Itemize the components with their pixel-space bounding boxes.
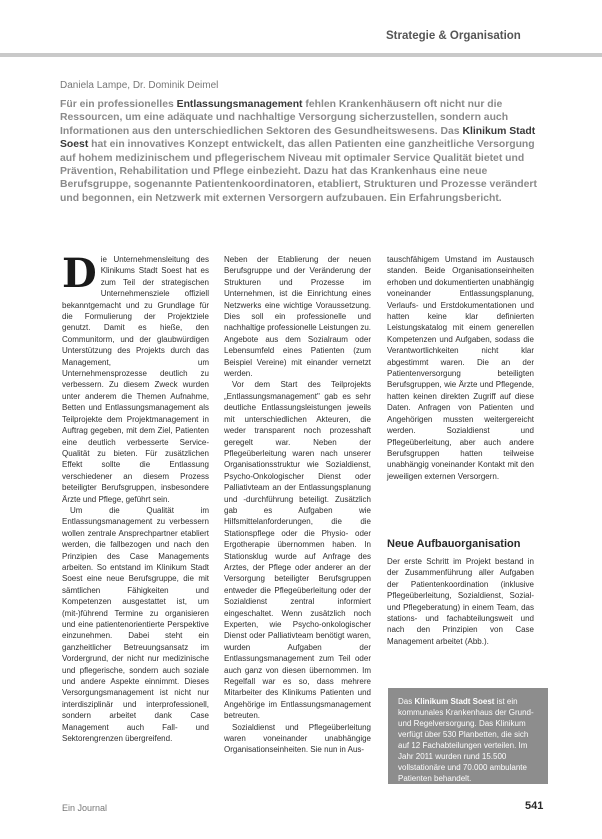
lead-paragraph (60, 98, 540, 205)
body-column-1 (62, 250, 209, 794)
section-title: Strategie & Organisation (386, 30, 521, 42)
drop-cap: D (62, 250, 97, 297)
lead-highlight-1: Entlassungsmanagement (176, 99, 303, 110)
body-column-3-continued (387, 556, 534, 671)
body-paragraph: Um die Qualität im Entlassungsmanagement zu verbessern wollen zentrale Ansprechpartner etabliert werden, die fallbezogen und nach den Prinzipien des Case Managements arbeiten. So entstand im Klinikum Stadt Soest eine neue Berufsgruppe, die mit sämtlichen Fähigkeiten und Kompetenzen ausgestattet ist, um (mit-)führend Termine zu organisieren und eine patientenorientierte Perspektive einzunehmen. Dabei steht ein ganzheitlicher Betreuungsansatz im Vordergrund, der nicht nur medizinische und pflegerische, sondern auch soziale und andere Aspekte einnimmt. Dieses Versorgungsmanagement ist nicht nur interdisziplinär und interprofessionell, sondern arbeitet dank Case Management auch Fall- und Sektorengrenzen übergreifend. (62, 505, 209, 744)
body-paragraph: Der erste Schritt im Projekt bestand in der Zusammenführung aller Aufgaben der Patientenkoordination (inklusive Pflegeüberleitung, Sozialdienst, Sozial- und Pflegeberatung) in einem Team, das stations- und fachabteilungsweit und nach den Prinzipien von Case Management arbeitet (Abb.). (387, 557, 534, 646)
paragraph-text: ie Unternehmensleitung des Klinikums Stadt Soest hat es zum Teil der strategischen Unternehmensziele offiziell bekanntgemacht und zu Grundlage für die Formulierung der Projektziele genutzt. Damit es hieße, den Communitorm, und der glaubwürdigen Unterstützung des Projekts durch das Management, um Unternehmensprozesse deutlich zu verbessern. Zu diesem Zweck wurden unter anderem die Themen Aufnahme, Betten und Entlassungsmanagement als Teilprojekte dem Projektmanagement in Auftrag gegeben, mit dem Ziel, Patienten eine deutlich verbesserte Service-Qualität zu bieten. Für zusätzlichen Effekt sollte die Entlassung verschiedener an diesem Prozess beteiligter Berufsgruppen, insbesondere Ärzte und Pflege, geführt sein. (62, 255, 209, 504)
body-paragraph: Sozialdienst und Pflegeüberleitung waren voneinander unabhängige Organisationseinheiten. Sie nun in Aus- (224, 722, 371, 755)
body-paragraph: Vor dem Start des Teilprojekts „Entlassungsmanagement" gab es sehr deutliche Entlassungsleistungen jeweils mit unterschiedlichen Akteuren, die weder transparent noch prozesshaft geregelt war. Neben der Pflegeüberleitung waren nach unserer Organisationsstruktur wie Sozialdienst, Psycho-Onkologischer Dienst oder Palliativteam an der Entlassungsplanung und -durchführung beteiligt. Zusätzlich gab es Aufgaben wie Hilfsmittelanforderungen, die die Stationspflege oder die Physio- oder Ergotherapie übernommen haben. In Stationsklug wurde auf Anfrage des Arztes, der Pflege oder anderer an der Versorgung beteiligter Berufsgruppen entweder die Pflegeüberleitung oder der Sozialdienst zentral informiert eingeschaltet. Wenn zusätzlich noch Experten, wie Psycho-onkologischer Dienst oder Palliativteam benötigt waren, wurden Aufgaben der Entlassungsmanagement zum Teil oder auch ganz von diesen übernommen. Im Regelfall war es so, dass mehrere Mitarbeiter des Klinikums Patienten und Angehörige im Entlassungsmanagement betreuten. (224, 380, 371, 721)
lead-highlight-2: Klinikum Stadt Soest (60, 125, 536, 151)
info-text-2: ist ein kommunales Krankenhaus der Grund- und Regelversorgung. Das Klinikum verfügt über 530 Planbetten, die sich auf 12 Fachabteilungen verteilen. Im Jahr 2011 wurden rund 15.500 vollstationäre und 70.000 ambulante Patienten behandelt. (398, 697, 534, 783)
lead-text-2: fehlen Krankenhäusern oft nicht nur die Ressourcen, um eine adäquate und nachhaltige Versorgung sicherzustellen, sondern auch Informationen aus den unterschiedlichen Sektoren des Gesundheitswesens. Das (60, 99, 509, 137)
journal-name: Ein Journal (62, 803, 108, 813)
authors: Daniela Lampe, Dr. Dominik Deimel (60, 80, 219, 91)
body-paragraph: Neben der Etablierung der neuen Berufsgruppe und der Veränderung der Strukturen und Prozesse im Unternehmen, ist die Einrichtung eines Netzwerks eine wichtige Voraussetzung. Dies soll ein professionelle und nachhaltige professionelle Leistungen zu. Angebote aus dem Sozialraum oder Lebensumfeld eines Patienten (zum Beispiel Vereine) mit einander vernetzt werden. (224, 255, 371, 379)
body-column-3 (387, 254, 534, 494)
page-number: 541 (525, 800, 544, 812)
section-heading: Neue Aufbauorganisation (387, 538, 521, 550)
body-column-2 (224, 254, 371, 804)
info-text-1: Das (398, 697, 415, 706)
info-box (388, 688, 548, 784)
body-paragraph (62, 250, 209, 505)
lead-text-1: Für ein professionelles (60, 99, 177, 110)
body-paragraph: tauschfähigem Umstand im Austausch standen. Beide Organisationseinheiten erhoben und dokumentierten unabhängig voneinander Entlassungsplanung, Verlaufs- und Erstdokumentationen und hatten keine klar definierten Leistungskatalog mit einem generellen Kompetenzen und Aufgaben, sodass die Verantwortlichkeiten nicht klar abgestimmt waren. Die an der Patientenversorgung beteiligten Berufsgruppen, wie Ärzte und Pflegende, hatten keinen direkten Zugriff auf diese Daten. Anfragen von Patienten und Angehörigen mussten weitergereicht werden. Sozialdienst und Pflegeüberleitung, aber auch andere Berufsgruppen hatten teilweise unabhängig voneinander Kontakt mit den jeweiligen externen Versorgern. (387, 255, 534, 481)
header-rule (0, 53, 602, 57)
info-highlight: Klinikum Stadt Soest (414, 697, 495, 706)
lead-text-3: hat ein innovatives Konzept entwickelt, das allen Patienten eine ganzheitliche Versorgung auf hohem medizinischem und pflegerischem Niveau mit optimaler Service Qualität bietet und Prävention, Rehabilitation und Pflege einbezieht. Dazu hat das Krankenhaus eine neue Berufsgruppe, sogenannte Patientenkoordinatoren, etabliert, Strukturen und Prozesse verändert und begonnen, ein Netzwerk mit externen Versorgern aufzubauen. Ein Erfahrungsbericht. (60, 139, 537, 204)
